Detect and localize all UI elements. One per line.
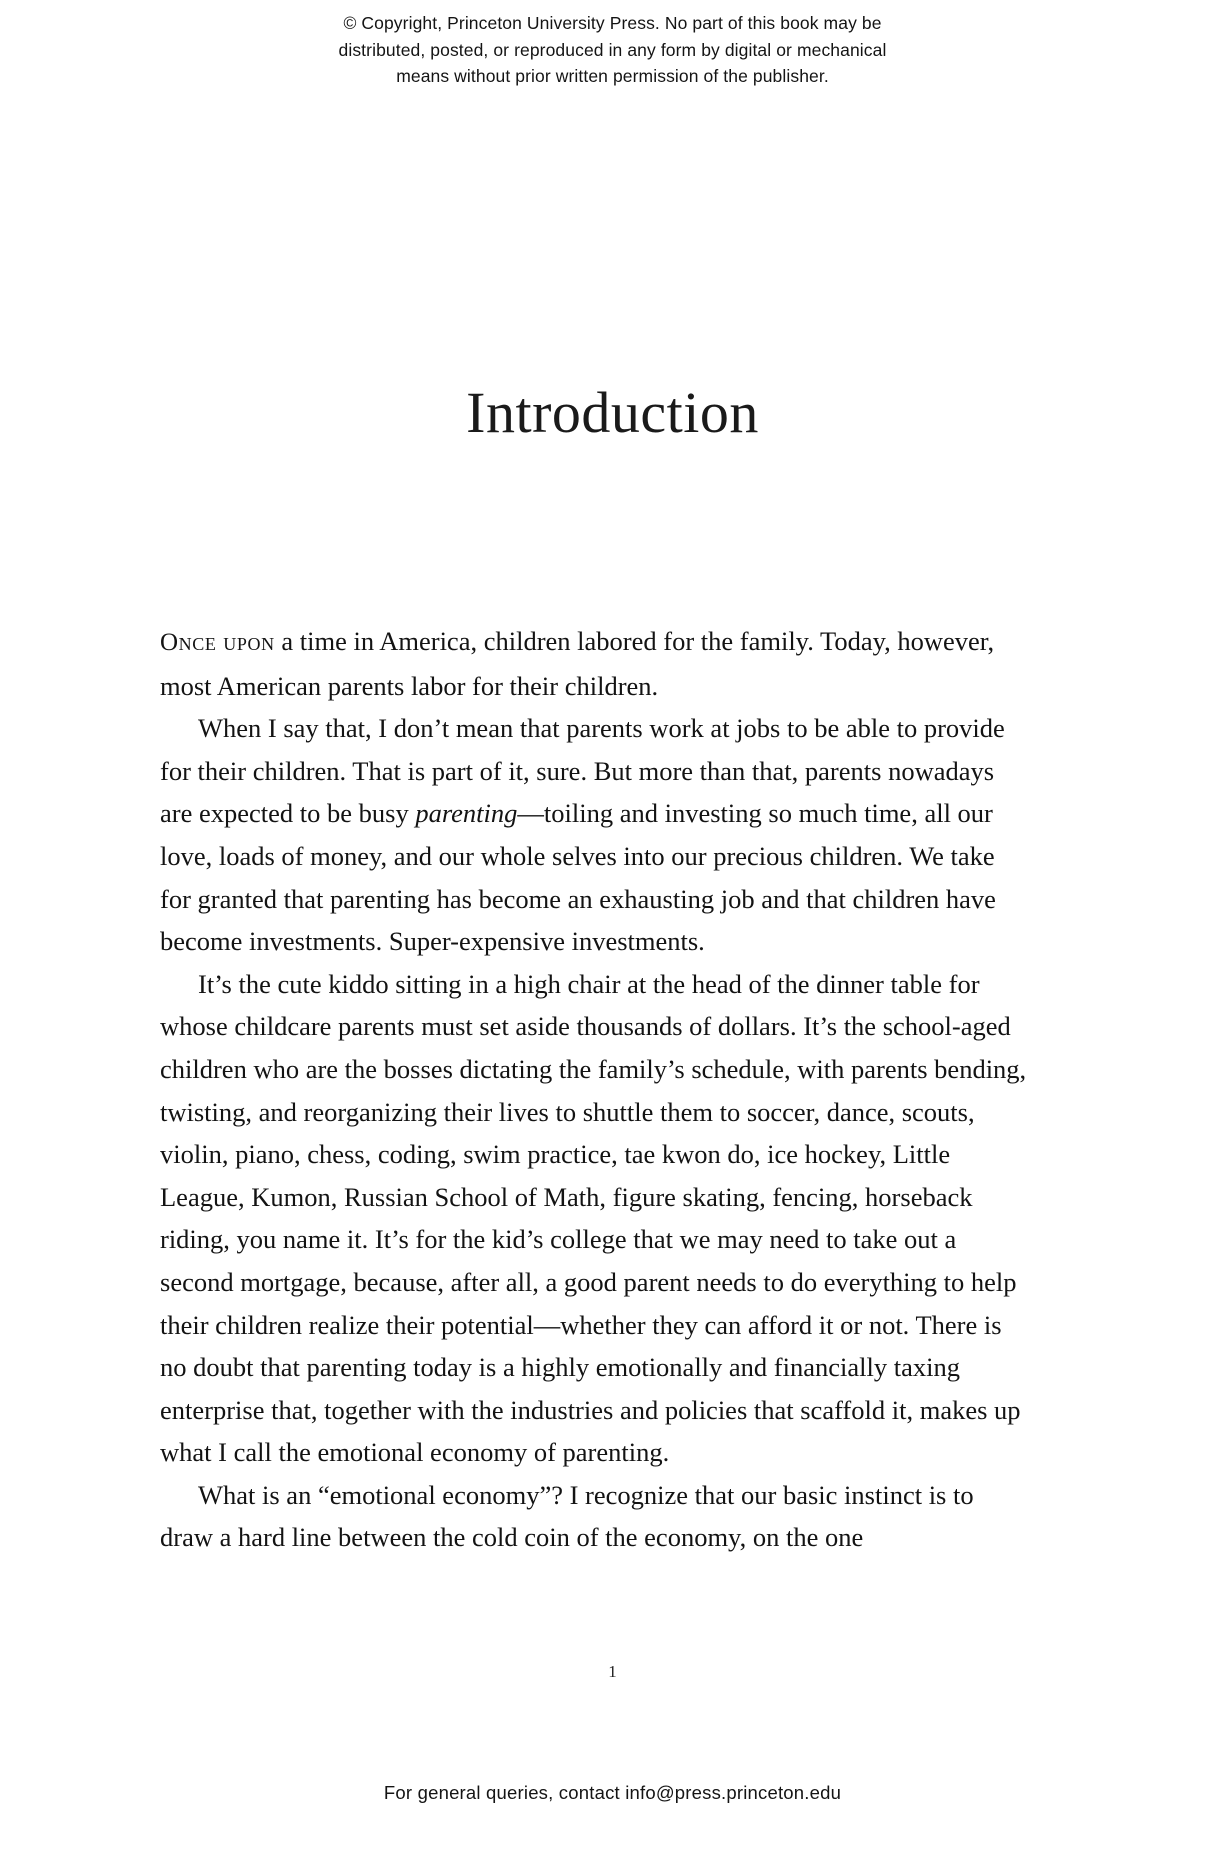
italic-term-parenting: parenting bbox=[415, 798, 518, 829]
paragraph-2-text-before: When I say that, I don’t mean that parents work at jobs to be able to provide for their children. That is part of it, sure. But more than that, parents nowadays are expected to be busy bbox=[160, 713, 1005, 829]
copyright-line-3: means without prior written permission of the publisher. bbox=[396, 66, 829, 87]
paragraph-2 bbox=[160, 707, 1030, 963]
opening-smallcaps: Once upon bbox=[160, 629, 275, 656]
paragraph-1 bbox=[160, 620, 1030, 707]
copyright-line-2: distributed, posted, or reproduced in any form by digital or mechanical bbox=[338, 39, 887, 60]
copyright-line-1: © Copyright, Princeton University Press. No part of this book may be bbox=[343, 13, 882, 33]
footer-query-line: For general queries, contact info@press.princeton.edu bbox=[383, 1782, 842, 1803]
copyright-notice bbox=[0, 10, 1225, 90]
paragraph-1-text: a time in America, children labored for the family. Today, however, most American parents labor for their children. bbox=[160, 626, 995, 701]
page-number: 1 bbox=[608, 1662, 617, 1681]
paragraph-2-text-after: —toiling and investing so much time, all our love, loads of money, and our whole selves into our precious children. We take for granted that parenting has become an exhausting job and that children have become investments. Super-expensive investments. bbox=[160, 798, 996, 957]
chapter-title: Introduction bbox=[466, 379, 759, 445]
paragraph-4: What is an “emotional economy”? I recognize that our basic instinct is to draw a hard line between the cold coin of the economy, on the one bbox=[160, 1479, 974, 1553]
paragraph-3: It’s the cute kiddo sitting in a high chair at the head of the dinner table for whose childcare parents must set aside thousands of dollars. It’s the school-aged children who are the bosses dictating the family’s schedule, with parents bending, twisting, and reorganizing their lives to shuttle them to soccer, dance, scouts, violin, piano, chess, coding, swim practice, tae kwon do, ice hockey, Little League, Kumon, Russian School of Math, figure skating, fencing, horseback riding, you name it. It’s for the kid’s college that we may need to take out a second mortgage, because, after all, a good parent needs to do everything to help their children realize their potential—whether they can afford it or not. There is no doubt that parenting today is a highly emotionally and financially taxing enterprise that, together with the industries and policies that scaffold it, makes up what I call the emotional economy of parenting. bbox=[160, 968, 1027, 1468]
body-text bbox=[160, 620, 1030, 1559]
